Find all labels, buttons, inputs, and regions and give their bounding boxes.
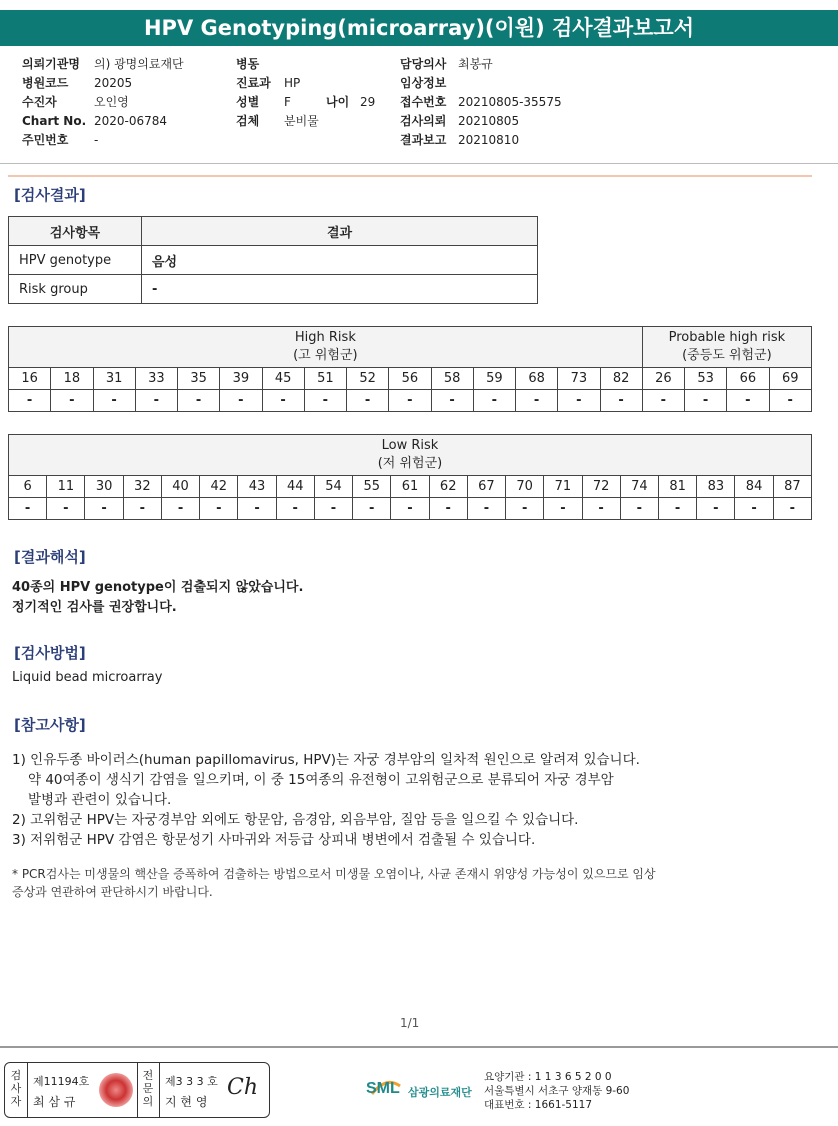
table-row: HPV genotype 음성: [9, 246, 538, 275]
patient-info-middle: 병동 진료과 HP 성별 F 나이 29 검체 분비물: [236, 57, 376, 128]
result-table: [8, 216, 538, 304]
hpv-type-cell: 62: [429, 476, 467, 498]
organization-name: 삼광의료재단: [408, 1086, 472, 1099]
hpv-result-cell: -: [276, 498, 314, 520]
hpv-type-cell: 81: [658, 476, 696, 498]
doctor-label: 전문의: [142, 1069, 154, 1108]
section-result-title: [검사결과]: [14, 186, 86, 204]
hpv-type-cell: 70: [506, 476, 544, 498]
hpv-type-cell: 40: [161, 476, 199, 498]
hpv-result-cell: -: [773, 498, 811, 520]
hpv-result-cell: -: [220, 390, 262, 412]
hpv-result-cell: -: [506, 498, 544, 520]
hpv-result-cell: -: [544, 498, 582, 520]
hpv-result-cell: -: [123, 498, 161, 520]
hpv-type-cell: 82: [600, 368, 642, 390]
hpv-result-cell: -: [262, 390, 304, 412]
hpv-type-cell: 58: [431, 368, 473, 390]
hpv-type-cell: 35: [178, 368, 220, 390]
age-value: 29: [360, 95, 376, 109]
hpv-type-cell: 26: [642, 368, 684, 390]
interpretation-text: 40종의 HPV genotype이 검출되지 않았습니다. 정기적인 검사를 권장합니다.: [12, 580, 304, 615]
hpv-type-cell: 68: [516, 368, 558, 390]
hpv-result-cell: -: [178, 390, 220, 412]
hpv-result-cell: -: [200, 498, 238, 520]
section-reference-title: [참고사항]: [14, 716, 86, 734]
hpv-result-cell: -: [582, 498, 620, 520]
hpv-result-cell: -: [685, 390, 727, 412]
low-risk-table: [8, 434, 812, 520]
examiner-label: 검사자: [10, 1069, 22, 1108]
hpv-result-cell: -: [431, 390, 473, 412]
patient-info-left: 의뢰기관명 의) 광명의료재단 병원코드 20205 수진자 오인영 Chart No. 2020-06784 주민번호 -: [22, 57, 184, 147]
hpv-result-cell: -: [727, 390, 769, 412]
hpv-result-cell: -: [238, 498, 276, 520]
hpv-type-cell: 56: [389, 368, 431, 390]
footer-divider: [0, 1046, 838, 1048]
hpv-result-cell: -: [516, 390, 558, 412]
hpv-result-cell: -: [135, 390, 177, 412]
official-seal-icon: [99, 1073, 133, 1107]
reference-list: 1) 인유두종 바이러스(human papillomavirus, HPV)는 자궁 경부암의 일차적 원인으로 알려져 있습니다. 약 40여종이 생식기 감염을 일으키며, 이 중 15여종의 유전형이 고위험군으로 분류되어 자궁 경부암 발병과 관련이 있습니다. 2) 고위험군 HPV는 자궁경부암 외에도 항문암, 음경암, 외음부암, 질암 등을 일으킬 수 있습니다. 3) 저위험군 HPV 감염은 항문성기 사마귀와 저등급 상피내 병변에서 검출될 수 있습니다.: [12, 752, 640, 848]
hpv-type-cell: 84: [735, 476, 773, 498]
hpv-result-cell: -: [389, 390, 431, 412]
hpv-type-cell: 6: [9, 476, 47, 498]
hpv-type-cell: 33: [135, 368, 177, 390]
high-risk-header: High Risk (고 위험군): [9, 327, 643, 368]
hpv-type-cell: 52: [347, 368, 389, 390]
high-risk-table: [8, 326, 812, 412]
hpv-result-cell: -: [161, 498, 199, 520]
hpv-type-cell: 71: [544, 476, 582, 498]
hpv-result-cell: -: [697, 498, 735, 520]
hpv-type-cell: 43: [238, 476, 276, 498]
hpv-result-cell: -: [304, 390, 346, 412]
low-risk-header: Low Risk (저 위험군): [9, 435, 812, 476]
pcr-note: * PCR검사는 미생물의 핵산을 증폭하여 검출하는 방법으로서 미생물 오염이나, 사균 존재시 위양성 가능성이 있으므로 임상 증상과 연관하여 판단하시기 바랍니다.: [12, 867, 656, 899]
section-rule: [8, 175, 812, 177]
hpv-type-cell: 67: [467, 476, 505, 498]
hpv-type-cell: 69: [769, 368, 812, 390]
age-label: 나이: [326, 95, 350, 109]
hpv-result-cell: -: [353, 498, 391, 520]
result-header-item: 검사항목: [9, 217, 142, 246]
hpv-result-cell: -: [769, 390, 812, 412]
report-title: HPV Genotyping(microarray)(이원) 검사결과보고서: [0, 10, 838, 46]
organization-contact: 요양기관 : 1 1 3 6 5 2 0 0 서울특별시 서초구 양재동 9-60 대표번호 : 1661-5117: [484, 1071, 630, 1111]
hpv-result-cell: -: [600, 390, 642, 412]
hpv-type-cell: 30: [85, 476, 123, 498]
hpv-type-cell: 18: [51, 368, 93, 390]
hpv-type-cell: 73: [558, 368, 600, 390]
doctor-signature: Ch: [227, 1075, 259, 1100]
hpv-result-cell: -: [314, 498, 352, 520]
hpv-result-cell: -: [93, 390, 135, 412]
hpv-result-cell: -: [47, 498, 85, 520]
hpv-result-cell: -: [51, 390, 93, 412]
method-text: Liquid bead microarray: [12, 670, 163, 685]
hpv-type-cell: 39: [220, 368, 262, 390]
hpv-type-cell: 51: [304, 368, 346, 390]
hpv-type-cell: 16: [9, 368, 51, 390]
hpv-type-cell: 61: [391, 476, 429, 498]
result-header-result: 결과: [142, 217, 538, 246]
hpv-type-cell: 53: [685, 368, 727, 390]
hpv-result-cell: -: [347, 390, 389, 412]
hpv-type-cell: 42: [200, 476, 238, 498]
hpv-result-cell: -: [85, 498, 123, 520]
section-interpretation-title: [결과해석]: [14, 548, 86, 566]
table-row: Risk group -: [9, 275, 538, 304]
hpv-type-cell: 74: [620, 476, 658, 498]
hpv-type-cell: 83: [697, 476, 735, 498]
hpv-result-cell: -: [429, 498, 467, 520]
hpv-type-cell: 55: [353, 476, 391, 498]
hpv-result-cell: -: [473, 390, 515, 412]
hpv-type-cell: 72: [582, 476, 620, 498]
hpv-type-cell: 54: [314, 476, 352, 498]
hpv-type-cell: 66: [727, 368, 769, 390]
section-method-title: [검사방법]: [14, 644, 86, 662]
hpv-result-cell: -: [735, 498, 773, 520]
hpv-type-cell: 32: [123, 476, 161, 498]
hpv-result-cell: -: [467, 498, 505, 520]
hpv-result-cell: -: [642, 390, 684, 412]
hpv-type-cell: 87: [773, 476, 811, 498]
examiner-number: 제11194호: [33, 1075, 90, 1088]
doctor-number: 제3 3 3 호: [165, 1075, 218, 1088]
hpv-type-cell: 45: [262, 368, 304, 390]
hpv-result-cell: -: [9, 390, 51, 412]
hpv-type-cell: 59: [473, 368, 515, 390]
header-divider: [0, 163, 838, 164]
signature-box: [4, 1062, 270, 1118]
hpv-result-cell: -: [9, 498, 47, 520]
hpv-type-cell: 31: [93, 368, 135, 390]
hpv-result-cell: -: [658, 498, 696, 520]
logo-text: SML: [366, 1080, 400, 1097]
hpv-result-cell: -: [391, 498, 429, 520]
patient-info-right: 담당의사 최봉규 임상정보 접수번호 20210805-35575 검사의뢰 20210805 결과보고 20210810: [400, 57, 562, 147]
probable-risk-header: Probable high risk (중등도 위험군): [642, 327, 811, 368]
hpv-type-cell: 11: [47, 476, 85, 498]
page-number: 1/1: [400, 1016, 420, 1030]
hpv-result-cell: -: [620, 498, 658, 520]
hpv-type-cell: 44: [276, 476, 314, 498]
hpv-result-cell: -: [558, 390, 600, 412]
doctor-name: 지 현 영: [165, 1095, 208, 1109]
examiner-name: 최 삼 규: [33, 1095, 76, 1109]
